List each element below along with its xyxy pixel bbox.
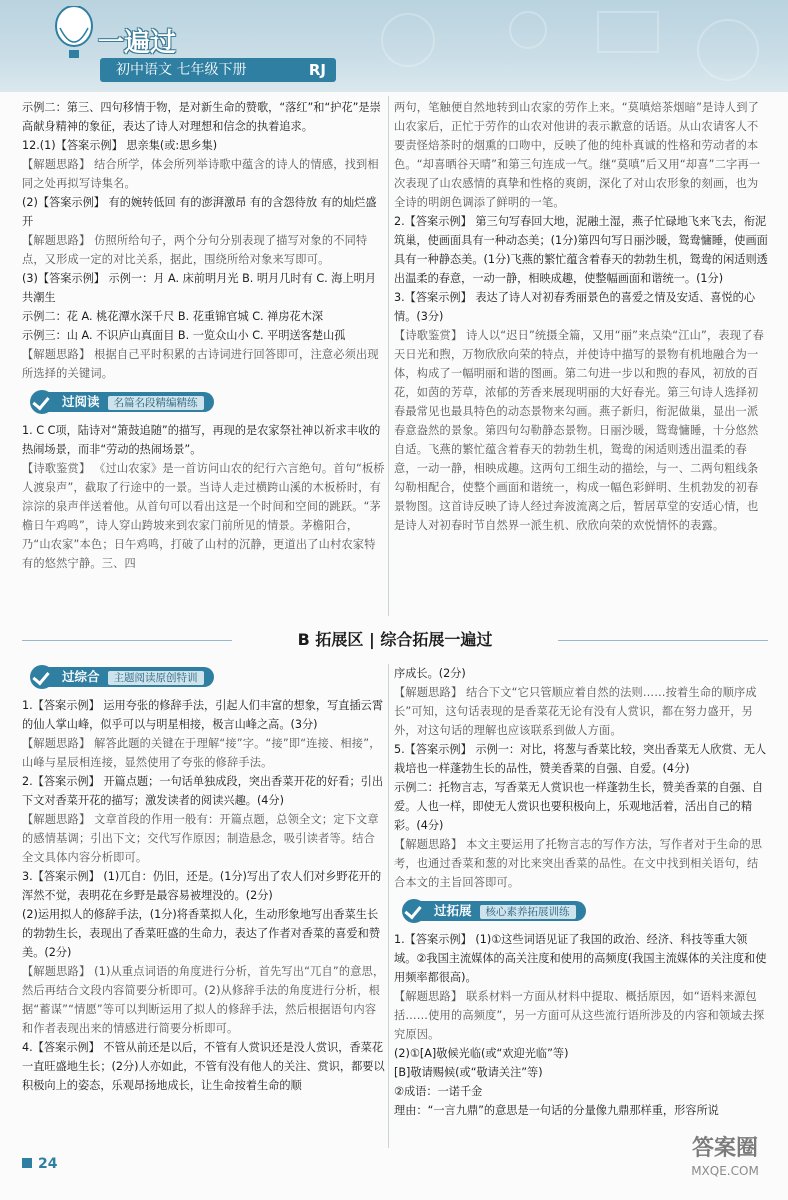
section-badge-integrated — [30, 664, 386, 690]
right-column-top — [394, 98, 768, 535]
paragraph: 2.【答案示例】 开篇点题；一句话单独成段，突出香菜开花的好看；引出下文对香菜开花的描写；激发读者的阅读兴趣。(4分) — [22, 775, 384, 807]
paragraph: 【解题思路】 结合下文“它只管顺应着自然的法则……按着生命的顺序成长”可知，这句话表现的是香菜花无论有没有人赏识，都在努力盛开，另外，对这句话的理解也应该联系到做人方面。 — [394, 686, 757, 737]
column-divider-top — [388, 96, 389, 616]
paragraph: 1.【答案示例】 (1)①这些词语见证了我国的政治、经济、科技等重大领域。②我国主流媒体的高关注度和使用的高频度(我国主流媒体的关注度和使用频率都很高)。 — [394, 933, 767, 984]
paragraph: 示例二：花 A. 桃花潭水深千尺 B. 花重锦官城 C. 禅房花木深 — [22, 310, 324, 323]
left-column-bottom — [22, 664, 386, 1095]
paragraph: [B]敬请赐候(或“敬请关注”等) — [394, 1066, 543, 1079]
section-subtitle: 主题阅读原创特训 — [108, 671, 204, 685]
section-title: 过阅读 — [62, 394, 100, 409]
edition-label: RJ — [308, 61, 326, 79]
page-header — [0, 0, 788, 92]
paragraph: (2)运用拟人的修辞手法，(1分)将香菜拟人化，生动形象地写出香菜生长的勃勃生长，表现出了香菜旺盛的生命力，表达了作者对香菜的喜爱和赞美。(2分) — [22, 908, 381, 959]
paragraph: 【解题思路】 联系材料一方面从材料中提取、概括原因，如“语料来源包括……使用的高频度”，另一方面可从这些流行语所涉及的内容和领域去探究原因。 — [394, 990, 765, 1041]
checkmark-icon — [30, 665, 54, 689]
paragraph: 【诗歌鉴赏】 《过山农家》是一首访问山农的纪行六言绝句。首句“板桥人渡泉声”，截取了行途中的一景。当诗人走过横跨山溪的木板桥时，有淙淙的泉声伴送着他。从首句可以看出这是一个时间和空间的跳跃。“茅檐日午鸡鸣”，诗人穿山跨坡来到农家门前所见的情景。茅檐阳合，乃“山农家”本色；日午鸡鸣，打破了山村的沉静，更道出了山村农家特有的悠然宁静。三、四 — [22, 462, 385, 570]
paragraph: 【解题思路】 结合所学，体会所列举诗歌中蕴含的诗人的情感，找到相同之处再拟写诗集名。 — [22, 158, 379, 190]
paragraph: (2)①[A]敬候光临(或“欢迎光临”等) — [394, 1047, 569, 1060]
section-badge-reading — [30, 389, 386, 415]
column-divider-bottom — [388, 664, 389, 1148]
paragraph: 3.【答案示例】 (1)兀自：仍旧，还是。(1分)写出了农人们对乡野花开的浑然不觉，表明花在乡野是最容易被埋没的。(2分) — [22, 870, 382, 902]
paragraph: ②成语：一诺千金 — [394, 1085, 483, 1098]
paragraph: 两句，笔触便自然地转到山农家的劳作上来。“莫嗔焙茶烟暗”是诗人到了山农家后，正忙于劳作的山农对他讲的表示歉意的话语。从山农请客人不要责怪焙茶时的烟熏的口吻中，反映了他的纯朴真诚的性格和劳动者的本色。“却喜晒谷天晴”和第三句连成一气。继“莫嗔”后又用“却喜”二字再一次表现了山农感情的真挚和性格的爽朗，深化了对山农形象的刻画，也为全诗的明朗色调添了鲜明的一笔。 — [394, 101, 761, 209]
brand-title: 一遍过 — [98, 28, 177, 58]
section-divider-title: B 拓展区 | 综合拓展一遍过 — [22, 626, 768, 654]
paragraph: 【诗歌鉴赏】 诗人以“迟日”统摄全篇，又用“丽”来点染“江山”，表现了春天日光和煦，万物欣欣向荣的特点，并使诗中描写的景物有机地融合为一体，构成了一幅明丽和谐的图画。第二句进一步以和煦的春风，初放的百花，如茵的芳草，浓郁的芳香来展现明丽的大好春光。第三句诗人选择初春最常见也最具特色的动态景物来勾画。燕子新归，衔泥做巢，显出一派春意盎然的景象。第四句勾勒静态景物。日丽沙暖，鸳鸯慵睡，十分悠然自适。飞燕的繁忙蕴含着春天的勃勃生机，鸳鸯的闲适则透出温柔的春意，一动一静，相映成趣。这两句工细生动的描绘，与一、二两句粗线条勾勒相配合，使整个画面和谐统一，构成一幅色彩鲜明、生机勃发的初春景物图。这首诗反映了诗人经过奔波流离之后，暂居草堂的安适心情，也是诗人对初春时节自然界一派生机、欣欣向荣的欢悦情怀的表露。 — [394, 329, 764, 532]
paragraph: 【解题思路】 解答此题的关键在于理解“接”字。“接”即“连接、相接”，山峰与星辰相连接，显然使用了夸张的修辞手法。 — [22, 737, 381, 769]
checkmark-icon — [402, 899, 426, 923]
paragraph: 示例二：托物言志，写香菜无人赏识也一样蓬勃生长，赞美香菜的自强、自爱。人也一样，即使无人赏识也要积极向上，乐观地活着，活出自己的精彩。(4分) — [394, 781, 764, 832]
book-banner — [100, 58, 336, 82]
decorative-pattern — [348, 0, 788, 92]
paragraph: 【解题思路】 文章首段的作用一般有：开篇点题，总领全文；定下文章的感情基调；引出下文；交代写作原因；制造悬念，吸引读者等。结合全文具体内容分析即可。 — [22, 813, 379, 864]
paragraph: 5.【答案示例】 示例一：对比，将葱与香菜比较，突出香菜无人欣赏、无人栽培也一样蓬勃生长的品性，赞美香菜的自强、自爱。(4分) — [394, 743, 767, 775]
paragraph: 4.【答案示例】 不管从前还是以后，不管有人赏识还是没人赏识，香菜花一直旺盛地生长；(2分)人亦如此，不管有没有他人的关注、赏识，都要以积极向上的姿态，乐观昂扬地成长，让生命按着生命的顺 — [22, 1041, 385, 1092]
paragraph: (2)【答案示例】 有的婉转低回 有的澎湃激昂 有的含怨待放 有的灿烂盛开 — [22, 196, 377, 228]
paragraph: 3.【答案示例】 表达了诗人对初春秀丽景色的喜爱之情及安适、喜悦的心情。(3分) — [394, 291, 756, 323]
watermark-logo-text: 答案圈 — [691, 1136, 758, 1161]
paragraph: 示例二：第三、四句移情于物，是对新生命的赞歌，“落红”和“护花”是崇高献身精神的象征，表达了诗人对理想和信念的执着追求。 — [22, 101, 381, 133]
paragraph: 【解题思路】 根据自己平时积累的古诗词进行回答即可，注意必须出现所选择的关键词。 — [22, 348, 379, 380]
left-column-top — [22, 98, 386, 573]
right-column-bottom — [394, 664, 768, 1120]
balloon-icon — [52, 6, 96, 62]
paragraph: 【解题思路】 本文主要运用了托物言志的写作方法，写作者对于生命的思考，也通过香菜和葱的对比来突出香菜的品性。在文中找到相关语句，结合本文的主旨回答即可。 — [394, 838, 763, 889]
section-title: 过拓展 — [434, 903, 472, 918]
section-subtitle: 核心素养拓展训练 — [480, 905, 576, 919]
book-subject: 初中语文 七年级下册 — [116, 62, 247, 78]
checkmark-icon — [30, 390, 54, 414]
paragraph: 2.【答案示例】 第三句写春回大地，泥融土湿，燕子忙碌地飞来飞去，衔泥筑巢，使画面具有一种动态美；(1分)第四句写日丽沙暖，鸳鸯慵睡，使画面具有一种静态美。(1分)飞燕的繁忙蕴含着春天的勃勃生机，鸳鸯的闲适则透出温柔的春意，一动一静，相映成趣，使整幅画面和谐统一。(1分) — [394, 215, 768, 285]
paragraph: 1. C C项，陆诗对“箫鼓追随”的描写，再现的是农家祭社神以祈求丰收的热闹场景，而非“劳动的热闹场景”。 — [22, 424, 381, 456]
paragraph: (3)【答案示例】 示例一：月 A. 床前明月光 B. 明月几时有 C. 海上明月共潮生 — [22, 272, 377, 304]
square-icon — [22, 1158, 32, 1168]
watermark-url: MXQE.COM — [691, 1164, 759, 1178]
paragraph: 理由：“一言九鼎”的意思是一句话的分量像九鼎那样重，形容所说 — [394, 1104, 719, 1117]
paragraph: 序成长。(2分) — [394, 667, 466, 680]
paragraph: 示例三：山 A. 不识庐山真面目 B. 一览众山小 C. 平明送客楚山孤 — [22, 329, 346, 342]
paragraph: 12.(1)【答案示例】 思亲集(或:思乡集) — [22, 139, 218, 152]
paragraph: 【解题思路】 仿照所给句子，两个分句分别表现了描写对象的不同特点，又形成一定的对比关系，据此，围绕所给对象来写即可。 — [22, 234, 368, 266]
section-badge-extension — [402, 898, 768, 924]
section-subtitle: 名篇名段精编精练 — [108, 396, 204, 410]
paragraph: 【解题思路】 (1)从重点词语的角度进行分析，首先写出“兀自”的意思，然后再结合文段内容简要分析即可。(2)从修辞手法的角度进行分析，根据“蓄谋”“情愿”等可以判断运用了拟人的修辞手法，然后根据语句内容和作者表现出来的情感进行简要分析即可。 — [22, 965, 385, 1035]
page-number — [22, 1156, 57, 1172]
section-title: 过综合 — [62, 669, 100, 684]
paragraph: 1.【答案示例】 运用夸张的修辞手法，引起人们丰富的想象，写直插云霄的仙人掌山峰，似乎可以与明星相接，极言山峰之高。(3分) — [22, 699, 384, 731]
watermark — [670, 1134, 780, 1194]
page-number-text: 24 — [38, 1156, 58, 1172]
